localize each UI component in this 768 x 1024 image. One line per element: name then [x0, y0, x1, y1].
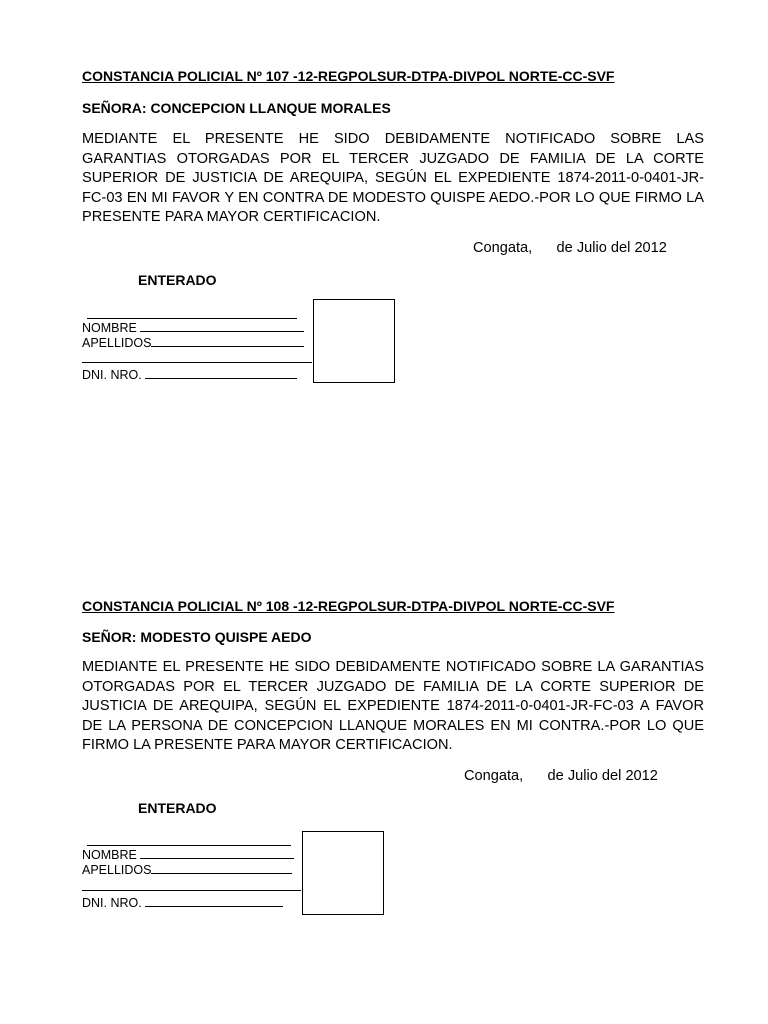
dni-field: [82, 367, 297, 382]
fingerprint-box: [302, 831, 384, 915]
nombre-underline: [140, 847, 294, 859]
dni-label: DNI. NRO.: [82, 368, 142, 382]
blank-line: [82, 890, 301, 891]
nombre-underline: [140, 320, 304, 332]
fingerprint-box: [313, 299, 395, 383]
date-line: Congata, de Julio del 2012: [473, 240, 667, 256]
nombre-field: [82, 847, 294, 862]
signature-line: [87, 318, 297, 319]
recipient: SEÑOR: MODESTO QUISPE AEDO: [82, 629, 312, 645]
apellidos-field: [82, 335, 304, 350]
document-title: CONSTANCIA POLICIAL Nº 108 -12-REGPOLSUR-DTPA-DIVPOL NORTE-CC-SVF: [82, 598, 615, 614]
constancia-107: [82, 68, 704, 388]
nombre-label: NOMBRE: [82, 848, 137, 862]
blank-line: [82, 362, 312, 363]
apellidos-underline: [151, 862, 292, 874]
dni-label: DNI. NRO.: [82, 896, 142, 910]
nombre-label: NOMBRE: [82, 321, 137, 335]
document-title: CONSTANCIA POLICIAL Nº 107 -12-REGPOLSUR-DTPA-DIVPOL NORTE-CC-SVF: [82, 68, 615, 84]
enterado-label: ENTERADO: [138, 272, 217, 288]
date-line: Congata, de Julio del 2012: [464, 768, 658, 784]
apellidos-label: APELLIDOS: [82, 863, 152, 877]
dni-underline: [145, 895, 283, 907]
enterado-label: ENTERADO: [138, 800, 217, 816]
body-text: MEDIANTE EL PRESENTE HE SIDO DEBIDAMENTE NOTIFICADO SOBRE LAS GARANTIAS OTORGADAS POR EL TERCER JUZGADO DE FAMILIA DE LA CORTE SUPERIOR DE JUSTICIA DE AREQUIPA, SEGÚN EL EXPEDIENTE 1874-2011-0-0401-JR-FC-03 EN MI FAVOR Y EN CONTRA DE MODESTO QUISPE AEDO.-POR LO QUE FIRMO LA PRESENTE PARA MAYOR CERTIFICACION.: [82, 131, 704, 226]
dni-field: [82, 895, 283, 910]
nombre-field: [82, 320, 304, 335]
apellidos-underline: [151, 335, 304, 347]
signature-line: [87, 845, 291, 846]
recipient: SEÑORA: CONCEPCION LLANQUE MORALES: [82, 100, 391, 116]
apellidos-label: APELLIDOS: [82, 336, 152, 350]
body-text: MEDIANTE EL PRESENTE HE SIDO DEBIDAMENTE NOTIFICADO SOBRE LA GARANTIAS OTORGADAS POR EL TERCER JUZGADO DE FAMILIA DE LA CORTE SUPERIOR DE JUSTICIA DE AREQUIPA, SEGÚN EL EXPEDIENTE 1874-2011-0-0401-JR-FC-03 A FAVOR DE LA PERSONA DE CONCEPCION LLANQUE MORALES EN MI CONTRA.-POR LO QUE FIRMO LA PRESENTE PARA MAYOR CERTIFICACION.: [82, 659, 704, 754]
constancia-108: [82, 598, 704, 918]
dni-underline: [145, 367, 297, 379]
apellidos-field: [82, 862, 292, 877]
